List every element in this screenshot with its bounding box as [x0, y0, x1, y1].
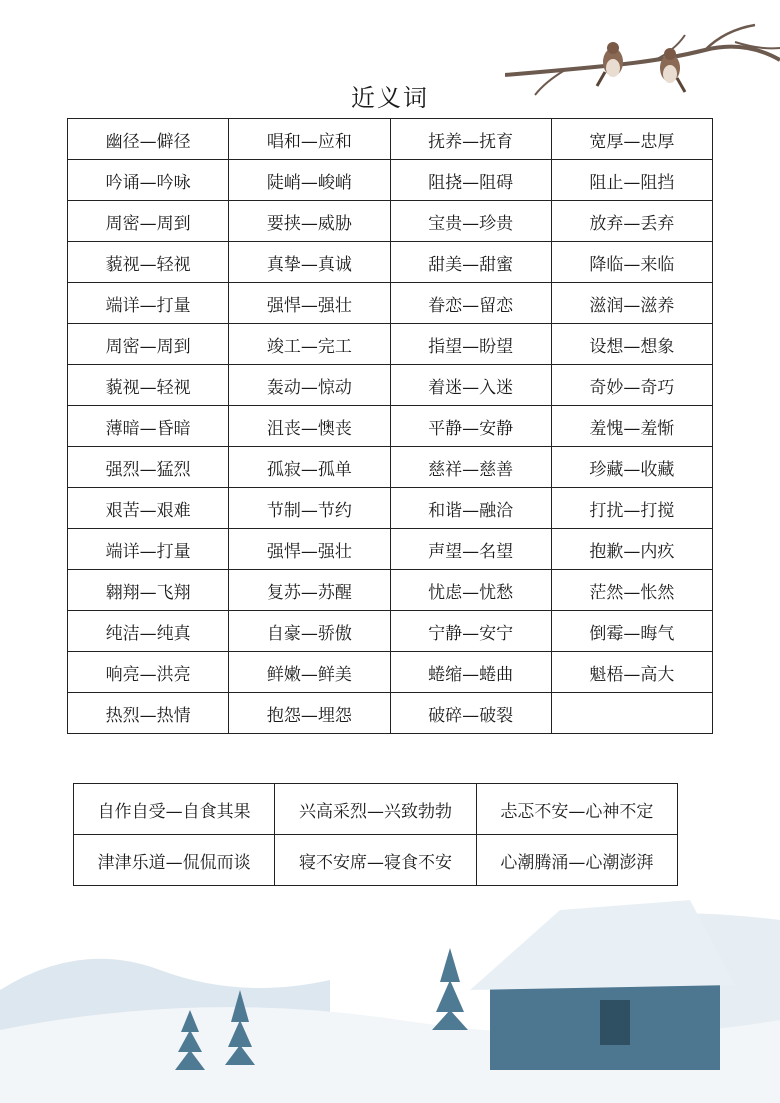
- synonym-pair-cell: 降临—来临: [551, 242, 712, 283]
- synonym-pair-cell: 强悍—强壮: [229, 283, 390, 324]
- table-row: [68, 324, 713, 365]
- synonym-pair-cell: 羞愧—羞惭: [551, 406, 712, 447]
- synonym-pair-cell: 宝贵—珍贵: [390, 201, 551, 242]
- table-row: [74, 784, 678, 835]
- idiom-pair-cell: 津津乐道—侃侃而谈: [74, 835, 275, 886]
- table-row: [68, 611, 713, 652]
- synonym-pair-cell: 孤寂—孤单: [229, 447, 390, 488]
- synonym-pair-cell: 周密—周到: [68, 324, 229, 365]
- table-row: [68, 488, 713, 529]
- synonym-pair-cell: 忧虑—忧愁: [390, 570, 551, 611]
- pine-tree-icon: [432, 948, 468, 1030]
- synonym-pair-cell: 强悍—强壮: [229, 529, 390, 570]
- synonym-pair-cell: 纯洁—纯真: [68, 611, 229, 652]
- synonym-pair-cell: 自豪—骄傲: [229, 611, 390, 652]
- table-row: [68, 365, 713, 406]
- bird-icon: [597, 42, 623, 86]
- table-row: [68, 283, 713, 324]
- synonym-pair-cell: 抚养—抚育: [390, 119, 551, 160]
- table-row: [68, 529, 713, 570]
- synonym-pair-cell: 珍藏—收藏: [551, 447, 712, 488]
- synonym-pair-cell: 放弃—丢弃: [551, 201, 712, 242]
- table-row: [68, 570, 713, 611]
- synonym-pair-cell: 甜美—甜蜜: [390, 242, 551, 283]
- synonym-pair-cell: 和谐—融洽: [390, 488, 551, 529]
- synonym-pair-cell: 破碎—破裂: [390, 693, 551, 734]
- synonym-pair-cell: 指望—盼望: [390, 324, 551, 365]
- table-row: [68, 447, 713, 488]
- idiom-pair-cell: 忐忑不安—心神不定: [476, 784, 677, 835]
- synonym-pair-cell: 竣工—完工: [229, 324, 390, 365]
- table-row: [68, 119, 713, 160]
- synonym-pair-cell: 端详—打量: [68, 283, 229, 324]
- synonym-pair-cell: 艰苦—艰难: [68, 488, 229, 529]
- synonym-pair-cell: 藐视—轻视: [68, 365, 229, 406]
- table-row: [68, 652, 713, 693]
- synonym-pair-cell: 薄暗—昏暗: [68, 406, 229, 447]
- idiom-pair-cell: 心潮腾涌—心潮澎湃: [476, 835, 677, 886]
- synonym-pair-cell: 节制—节约: [229, 488, 390, 529]
- synonym-pair-cell: 声望—名望: [390, 529, 551, 570]
- synonym-pair-cell: 端详—打量: [68, 529, 229, 570]
- synonym-pair-cell: 周密—周到: [68, 201, 229, 242]
- synonym-pair-cell: 茫然—怅然: [551, 570, 712, 611]
- snowy-cottage-scene: [0, 880, 780, 1103]
- table-row: [68, 201, 713, 242]
- synonym-pair-cell: 阻止—阻挡: [551, 160, 712, 201]
- synonym-pair-cell: 轰动—惊动: [229, 365, 390, 406]
- table-row: [74, 835, 678, 886]
- table-row: [68, 160, 713, 201]
- synonym-pair-cell: 滋润—滋养: [551, 283, 712, 324]
- synonym-pair-cell: 响亮—洪亮: [68, 652, 229, 693]
- synonym-table: [67, 118, 713, 734]
- synonym-pair-cell: 翱翔—飞翔: [68, 570, 229, 611]
- idiom-pair-cell: 自作自受—自食其果: [74, 784, 275, 835]
- synonym-pair-cell: 奇妙—奇巧: [551, 365, 712, 406]
- synonym-pair-cell: 强烈—猛烈: [68, 447, 229, 488]
- synonym-pair-cell: 热烈—热情: [68, 693, 229, 734]
- synonym-pair-cell: 倒霉—晦气: [551, 611, 712, 652]
- idiom-synonym-table: [73, 783, 678, 886]
- synonym-pair-cell: 沮丧—懊丧: [229, 406, 390, 447]
- synonym-pair-cell: 眷恋—留恋: [390, 283, 551, 324]
- synonym-pair-cell: 陡峭—峻峭: [229, 160, 390, 201]
- synonym-pair-cell: 宽厚—忠厚: [551, 119, 712, 160]
- synonym-pair-cell: 着迷—入迷: [390, 365, 551, 406]
- synonym-pair-cell: 幽径—僻径: [68, 119, 229, 160]
- synonym-pair-cell: [551, 693, 712, 734]
- idiom-pair-cell: 兴高采烈—兴致勃勃: [275, 784, 476, 835]
- synonym-pair-cell: 宁静—安宁: [390, 611, 551, 652]
- table-row: [68, 693, 713, 734]
- branch-with-birds-illustration: [505, 20, 780, 110]
- synonym-pair-cell: 要挟—威胁: [229, 201, 390, 242]
- cottage-icon: [470, 900, 735, 1070]
- synonym-pair-cell: 藐视—轻视: [68, 242, 229, 283]
- synonym-pair-cell: 抱歉—内疚: [551, 529, 712, 570]
- synonym-pair-cell: 蜷缩—蜷曲: [390, 652, 551, 693]
- synonym-pair-cell: 魁梧—高大: [551, 652, 712, 693]
- table-row: [68, 406, 713, 447]
- synonym-pair-cell: 设想—想象: [551, 324, 712, 365]
- idiom-pair-cell: 寝不安席—寝食不安: [275, 835, 476, 886]
- page-title: 近义词: [351, 84, 429, 112]
- synonym-pair-cell: 平静—安静: [390, 406, 551, 447]
- table-row: [68, 242, 713, 283]
- synonym-pair-cell: 抱怨—埋怨: [229, 693, 390, 734]
- synonym-pair-cell: 鲜嫩—鲜美: [229, 652, 390, 693]
- synonym-pair-cell: 慈祥—慈善: [390, 447, 551, 488]
- synonym-pair-cell: 吟诵—吟咏: [68, 160, 229, 201]
- synonym-pair-cell: 真挚—真诚: [229, 242, 390, 283]
- synonym-pair-cell: 打扰—打搅: [551, 488, 712, 529]
- synonym-pair-cell: 复苏—苏醒: [229, 570, 390, 611]
- synonym-pair-cell: 阻挠—阻碍: [390, 160, 551, 201]
- synonym-pair-cell: 唱和—应和: [229, 119, 390, 160]
